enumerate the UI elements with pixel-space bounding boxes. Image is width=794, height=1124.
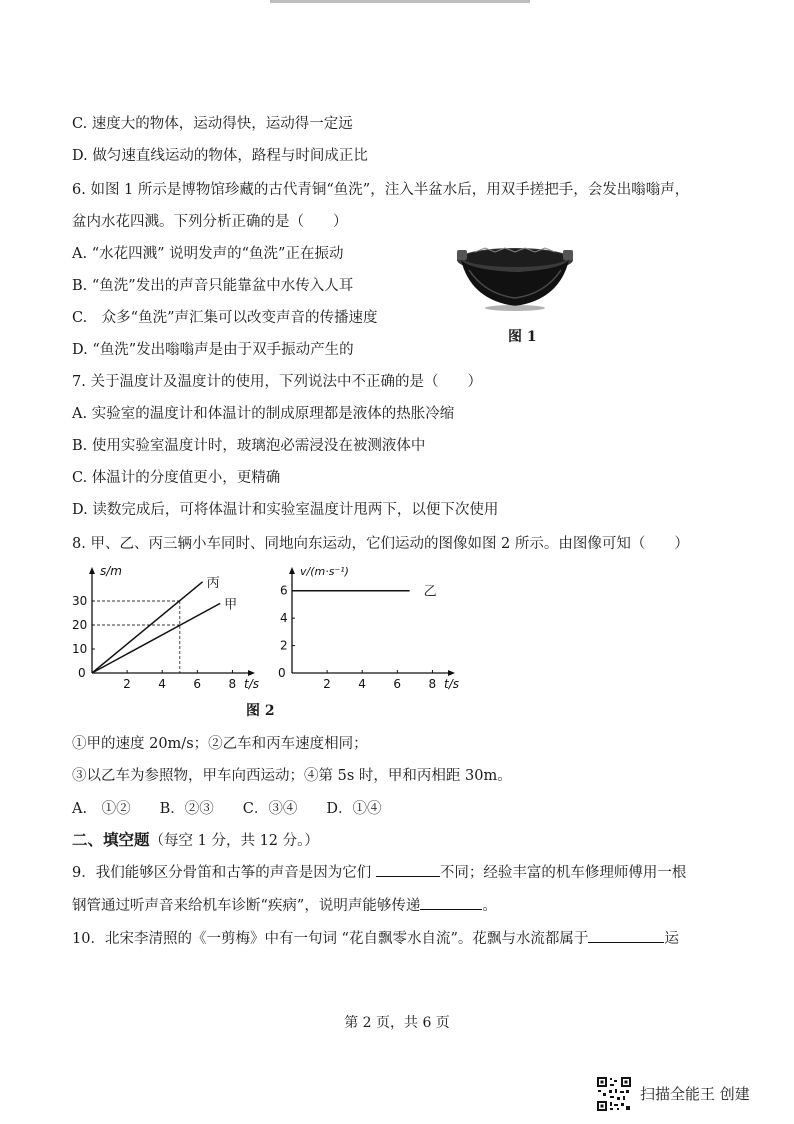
scanner-watermark: 扫描全能王 创建 — [640, 1085, 750, 1103]
x-tick-label: 6 — [393, 677, 401, 690]
series-line — [92, 603, 220, 673]
series-label-yi: 乙 — [423, 584, 437, 600]
qr-code-image — [596, 1076, 632, 1112]
s-t-ylabel: s/m — [100, 564, 122, 578]
q10-text-1: 10．北宋李清照的《一剪梅》中有一句词 “花自飘零水自流”。花飘与水流都属于 — [72, 931, 589, 947]
x-tick-label: 0 — [278, 666, 286, 680]
figure-1-caption: 图 1 — [508, 329, 537, 345]
section-2-heading — [72, 830, 319, 851]
s-t-xlabel: t/s — [244, 677, 259, 690]
q7-option-d: D. 读数完成后，可将体温计和实验室温度计甩两下，以便下次使用 — [72, 502, 499, 518]
q6-option-b: B. “鱼洗”发出的声音只能靠盆中水传入人耳 — [72, 278, 354, 294]
q9-text-2: 不同；经验丰富的机车修理师傅用一根 — [439, 865, 687, 881]
q7-option-a: A. 实验室的温度计和体温计的制成原理都是液体的热胀冷缩 — [72, 406, 455, 422]
q9-text-4: 。 — [482, 898, 497, 914]
y-tick-label: 20 — [72, 618, 88, 632]
q6-option-d: D. “鱼洗”发出嗡嗡声是由于双手振动产生的 — [72, 342, 354, 358]
x-tick-label: 0 — [78, 666, 86, 680]
y-axis-arrow — [89, 567, 95, 574]
q9-line2 — [72, 895, 497, 916]
q7-stem: 7. 关于温度计及温度计的使用，下列说法中不正确的是（ ） — [72, 374, 482, 390]
y-axis-arrow — [289, 567, 295, 574]
q8-statements-1: ①甲的速度 20m/s；②乙车和丙车速度相同； — [72, 736, 368, 752]
v-t-graph — [270, 560, 460, 690]
q9-blank-2[interactable] — [420, 895, 482, 910]
bronze-basin-image — [455, 236, 575, 312]
x-axis-arrow — [448, 670, 455, 676]
x-tick-label: 8 — [428, 677, 437, 690]
v-t-xlabel: t/s — [444, 677, 459, 690]
q10-line1 — [72, 928, 679, 949]
figure-2-caption: 图 2 — [246, 703, 275, 719]
q9-blank-1[interactable] — [376, 862, 440, 877]
q8-options: A. ①② B．②③ C．③④ D．①④ — [72, 801, 382, 817]
q6-stem-line2: 盆内水花四溅。下列分析正确的是（ ） — [72, 214, 348, 230]
series-line — [92, 582, 203, 673]
q8-statements-2: ③以乙车为参照物，甲车向西运动；④第 5s 时，甲和丙相距 30m。 — [72, 768, 512, 784]
x-tick-label: 4 — [358, 677, 366, 690]
page-number: 第 2 页，共 6 页 — [344, 1015, 450, 1031]
q9-text-3: 钢管通过听声音来给机车诊断“疾病”，说明声能够传递 — [72, 898, 421, 914]
q10-blank-1[interactable] — [588, 928, 664, 943]
y-tick-label: 2 — [280, 638, 288, 653]
y-tick-label: 4 — [280, 611, 288, 626]
x-tick-label: 2 — [323, 677, 331, 690]
s-t-graph — [70, 560, 260, 690]
q6-option-c: C. 众多“鱼洗”声汇集可以改变声音的传播速度 — [72, 310, 378, 326]
q7-option-b: B. 使用实验室温度计时，玻璃泡必需浸没在被测液体中 — [72, 438, 426, 454]
section-2-note: （每空 1 分，共 12 分。） — [149, 833, 319, 849]
q9-text-1: 9．我们能够区分骨笛和古筝的声音是因为它们 — [72, 865, 376, 881]
v-t-ylabel: v/(m·s⁻¹) — [300, 565, 349, 578]
q6-stem-line1: 6. 如图 1 所示是博物馆珍藏的古代青铜“鱼洗”，注入半盆水后，用双手搓把手，会发出嗡嗡声， — [72, 182, 690, 198]
top-edge-mark — [270, 0, 530, 3]
q5-option-d: D. 做匀速直线运动的物体，路程与时间成正比 — [72, 148, 368, 164]
y-tick-label: 30 — [72, 594, 88, 608]
series-label-bing: 丙 — [206, 575, 220, 591]
x-axis-arrow — [248, 670, 255, 676]
y-tick-label: 6 — [280, 583, 288, 598]
q8-stem: 8. 甲、乙、丙三辆小车同时、同地向东运动，它们运动的图像如图 2 所示。由图像可知（ ） — [72, 536, 689, 552]
section-2-title: 二、填空题 — [72, 830, 150, 849]
q9-line1 — [72, 862, 686, 883]
x-tick-label: 4 — [158, 677, 166, 690]
q5-option-c: C. 速度大的物体，运动得快，运动得一定远 — [72, 116, 353, 132]
x-tick-label: 6 — [193, 677, 201, 690]
series-label-jia: 甲 — [224, 597, 238, 613]
x-tick-label: 8 — [228, 677, 237, 690]
q7-option-c: C. 体温计的分度值更小，更精确 — [72, 470, 281, 486]
y-tick-label: 10 — [72, 642, 88, 656]
q6-option-a: A. “水花四溅” 说明发声的“鱼洗”正在振动 — [72, 246, 344, 262]
q10-text-2: 运 — [664, 931, 679, 947]
x-tick-label: 2 — [123, 677, 131, 690]
